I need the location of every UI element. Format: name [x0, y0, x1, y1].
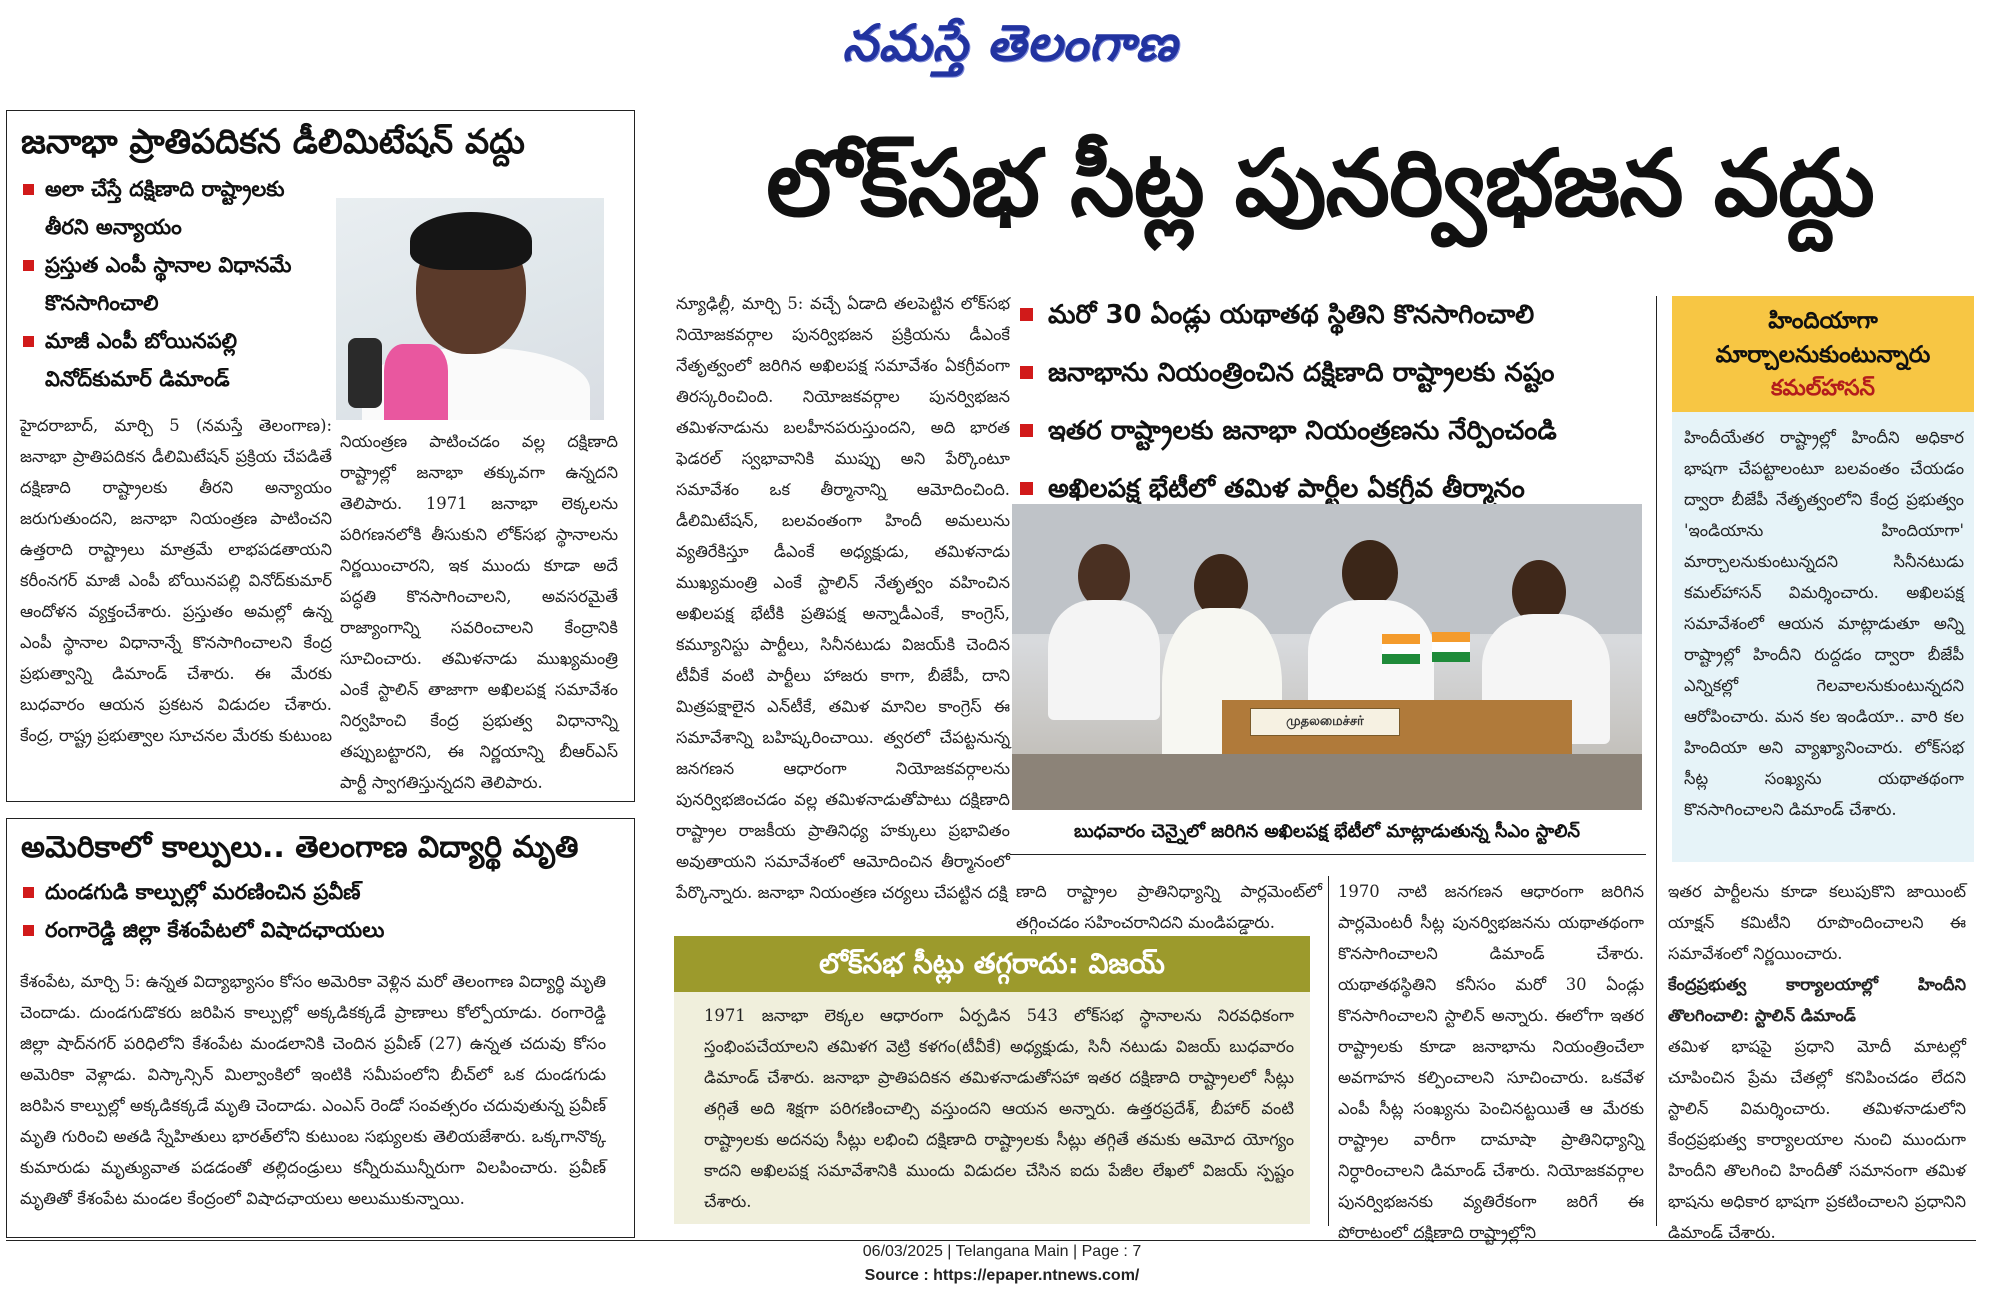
photo-nameplate: முதலமைச்சர்: [1250, 708, 1400, 736]
right-column-body-a: ఇతర పార్టీలను కూడా కలుపుకొని జాయింట్ యాక్షన్ కమిటీని రూపొందించాలని ఈ సమావేశంలో నిర్ణయించారు.: [1668, 882, 1966, 963]
main-story-body-b: ణాది రాష్ట్రాల ప్రాతినిధ్యాన్ని పార్లమెంట్‌లో తగ్గించడం సహించరానిదని మండిపడ్డారు.: [1016, 882, 1322, 932]
microphone-icon: [348, 338, 382, 408]
kamal-headline-line1: హిందియాగా: [1768, 308, 1878, 334]
kamal-body: హిందీయేతర రాష్ట్రాల్లో హిందీని అధికార భాషగా చేపట్టాలంటూ బలవంతం చేయడం ద్వారా బీజేపీ నేతృత్వంలోని కేంద్ర ప్రభుత్వం 'ఇండియాను హిందియాగా' మార్చాలనుకుంటున్నదని సినీనటుడు కమల్‌హాసన్ విమర్శించారు. అఖిలపక్ష సమావేశంలో ఆయన మాట్లాడుతూ అన్ని రాష్ట్రాల్లో హిందీని రుద్దడం ద్వారా బీజేపీ ఎన్నికల్లో గెలవాలనుకుంటున్నదని ఆరోపించారు. మన కల ఇండియా.. వారి కల హిందియా అని వ్యాఖ్యానించారు. లోక్‌సభ సీట్ల సంఖ్యను యథాతథంగా కొనసాగించాలని డిమాండ్ చేశారు.: [1684, 428, 1964, 819]
bullet-item: మరో 30 ఏండ్లు యథాతథ స్థితిని కొనసాగించాలి: [1010, 286, 1650, 344]
masthead: [780, 8, 1240, 90]
left-story-body-b: నియంత్రణ పాటించడం వల్ల దక్షిణాది రాష్ట్రాల్లో జనాభా తక్కువగా ఉన్నదని తెలిపారు. 1971 జనాభా లెక్కలను పరిగణనలోకి తీసుకుని లోక్‌సభ స్థానాలను నిర్ణయించారని, ఇక ముందు కూడా అదే పద్ధతి కొనసాగించాలని, అవసరమైతే రాజ్యాంగాన్ని సవరించాలని కేంద్రానికి సూచించారు. తమిళనాడు ముఖ్యమంత్రి ఎంకే స్టాలిన్ తాజాగా అఖిలపక్ష సమావేశం నిర్వహించి కేంద్ర ప్రభుత్వ విధానాన్ని తప్పుబట్టారని, ఈ నిర్ణయాన్ని బీఆర్‌ఎస్ పార్టీ స్వాగతిస్తున్నదని తెలిపారు.: [340, 432, 618, 792]
page-footer: [700, 1240, 1304, 1288]
main-story-body-a: న్యూఢిల్లీ, మార్చి 5: వచ్చే ఏడాది తలపెట్టిన లోక్‌సభ నియోజకవర్గాల పునర్విభజన ప్రక్రియను డీఎంకే నేతృత్వంలో జరిగిన అఖిలపక్ష సమావేశం ఏకగ్రీవంగా తిరస్కరించింది. నియోజకవర్గాల పునర్విభజన తమిళనాడును బలహీనపరుస్తుందని, అది భారత ఫెడరల్ స్వభావానికి ముప్పు అని పేర్కొంటూ సమావేశం ఒక తీర్మానాన్ని ఆమోదించింది. డీలిమిటేషన్, బలవంతంగా హిందీ అమలును వ్యతిరేకిస్తూ డీఎంకే అధ్యక్షుడు, తమిళనాడు ముఖ్యమంత్రి ఎంకే స్టాలిన్ నేతృత్వం వహించిన అఖిలపక్ష భేటీకి ప్రతిపక్ష అన్నాడీఎంకే, కాంగ్రెస్, కమ్యూనిస్టు పార్టీలు, సినీనటుడు విజయ్‌కి చెందిన టీవీకే వంటి పార్టీలు హాజరు కాగా, బీజేపీ, దాని మిత్రపక్షాలైన ఎన్‌టీకే, తమిళ మానిల కాంగ్రెస్ ఈ సమావేశాన్ని బహిష్కరించాయి. త్వరలో చేపట్టనున్న జనగణన ఆధారంగా నియోజకవర్గాలను పునర్విభజించడం వల్ల తమిళనాడుతోపాటు దక్షిణాది రాష్ట్రాల రాజకీయ ప్రాతినిధ్య హక్కులు ప్రభావితం అవుతాయని సమావేశంలో ఆమోదించిన తీర్మానంలో పేర్కొన్నారు. జనాభా నియంత్రణ చర్యలు చేపట్టిన దక్షి: [676, 294, 1010, 902]
divider: [1656, 296, 1657, 1226]
bullet-item: అఖిలపక్ష భేటీలో తమిళ పార్టీల ఏకగ్రీవ తీర్మానం: [1010, 460, 1650, 518]
vijay-headline: లోక్‌సభ సీట్లు తగ్గరాదు: విజయ్: [674, 936, 1310, 992]
right-column-body-b: తమిళ భాషపై ప్రధాని మోదీ మాటల్లో చూపించిన ప్రేమ చేతల్లో కనిపించడం లేదని స్టాలిన్ విమర్శించారు. తమిళనాడులోని కేంద్రప్రభుత్వ కార్యాలయాల నుంచి ముందుగా హిందీని తొలగించి హిందీతో సమానంగా తమిళ భాషను అధికార భాషగా ప్రకటించాలని ప్రధానిని డిమాండ్ చేశారు.: [1668, 1037, 1966, 1242]
main-story-body-c: 1970 నాటి జనగణన ఆధారంగా జరిగిన పార్లమెంటరీ సీట్ల పునర్విభజనను యథాతథంగా కొనసాగించాలని డిమాండ్ చేశారు. యథాతథస్థితిని కనీసం మరో 30 ఏండ్లు కొనసాగించాలని స్టాలిన్ అన్నారు. ఈలోగా ఇతర రాష్ట్రాలకు కూడా జనాభాను నియంత్రించేలా అవగాహన కల్పించాలని సూచించారు. ఒకవేళ ఎంపీ సీట్ల సంఖ్యను పెంచినట్టయితే ఆ మేరకు రాష్ట్రాల వారీగా దామాషా ప్రాతినిధ్యాన్ని నిర్ధారించాలని డిమాండ్ చేశారు. నియోజకవర్గాల పునర్విభజనకు వ్యతిరేకంగా జరిగే ఈ పోరాటంలో దక్షిణాది రాష్ట్రాల్లోని: [1338, 882, 1644, 1242]
photo-person-1-body: [1048, 600, 1160, 720]
divider: [1010, 854, 1646, 855]
photo-person-3-head: [1342, 540, 1398, 606]
left-story-bullets: [7, 170, 327, 398]
main-headline: [660, 110, 1980, 280]
photo-scarf: [384, 344, 448, 420]
kamal-headline-line2: మార్చాలనుకుంటున్నారు: [1715, 342, 1931, 368]
kamal-sidebar: [1672, 296, 1974, 862]
bullet-item: అలా చేస్తే దక్షిణాది రాష్ట్రాలకు తీరని అన్యాయం: [21, 170, 313, 246]
bullet-item: ప్రస్తుత ఎంపీ స్థానాల విధానమే కొనసాగించాలి: [21, 246, 313, 322]
footer-source-link[interactable]: Source : https://epaper.ntnews.com/: [864, 1267, 1140, 1284]
photo-figure-hair: [410, 212, 532, 270]
bullet-item: ఇతర రాష్ట్రాలకు జనాభా నియంత్రణను నేర్పించండి: [1010, 402, 1650, 460]
footer-date-line: 06/03/2025 | Telangana Main | Page : 7: [862, 1243, 1142, 1260]
flag-icon: [1432, 632, 1470, 662]
vijay-sidebar: [674, 936, 1310, 1224]
photo-caption: బుధవారం చెన్నైలో జరిగిన అఖిలపక్ష భేటీలో మాట్లాడుతున్న సీఎం స్టాలిన్: [1073, 821, 1581, 842]
divider: [1328, 876, 1329, 1226]
left-story2-bullets: [7, 873, 634, 949]
bullet-item: జనాభాను నియంత్రించిన దక్షిణాది రాష్ట్రాలకు నష్టం: [1010, 344, 1650, 402]
stalin-meeting-photo: [1012, 504, 1642, 810]
right-column-text: [1668, 876, 1966, 1248]
left-story-body-a: హైదరాబాద్, మార్చి 5 (నమస్తే తెలంగాణ): జనాభా ప్రాతిపదికన డీలిమిటేషన్ ప్రక్రియ చేపడితే దక్షిణాది రాష్ట్రాలకు తీరని అన్యాయం జరుగుతుందని, జనాభా నియంత్రణ పాటించని ఉత్తరాది రాష్ట్రాలు మాత్రమే లాభపడతాయని కరీంనగర్ మాజీ ఎంపీ బోయినపల్లి వినోద్‌కుమార్ ఆందోళన వ్యక్తంచేశారు. ప్రస్తుతం అమల్లో ఉన్న ఎంపీ స్థానాల విధానాన్నే కొనసాగించాలని కేంద్ర ప్రభుత్వాన్ని డిమాండ్ చేశారు. ఈ మేరకు బుధవారం ఆయన ప్రకటన విడుదల చేశారు. కేంద్ర, రాష్ట్ర ప్రభుత్వాల సూచనల మేరకు కుటుంబ: [20, 416, 333, 745]
kamal-headline: [1672, 296, 1974, 412]
main-story-bullets: [1010, 286, 1650, 518]
main-headline-text: లోక్‌సభ సీట్ల పునర్విభజన వద్దు: [766, 130, 1874, 237]
photo-person-1-head: [1078, 544, 1130, 608]
bullet-item: రంగారెడ్డి జిల్లా కేశంపేటలో విషాదఛాయలు: [21, 911, 620, 949]
masthead-title: నమస్తే తెలంగాణ: [842, 13, 1178, 72]
photo-floor: [1012, 754, 1642, 810]
left-story2-body: కేశంపేట, మార్చి 5: ఉన్నత విద్యాభ్యాసం కోసం అమెరికా వెళ్లిన మరో తెలంగాణ విద్యార్థి మృతి చెందాడు. దుండగుడొకరు జరిపిన కాల్పుల్లో అక్కడికక్కడే ప్రాణాలు కోల్పోయాడు. రంగారెడ్డి జిల్లా షాద్‌నగర్ పరిధిలోని కేశంపేట మండలానికి చెందిన ప్రవీణ్ (27) ఉన్నత చదువు కోసం అమెరికా వెళ్లాడు. విస్కాన్సిన్ మిల్వాంకిలో ఇంటికి సమీపంలోని బీచ్‌లో ఒక దుండగుడు జరిపిన కాల్పుల్లో అక్కడికక్కడే మృతి చెందాడు. ఎంఎస్ రెండో సంవత్సరం చదువుతున్న ప్రవీణ్ మృతి గురించి అతడి స్నేహితులు భారత్‌లోని కుటుంబ సభ్యులకు తెలియజేశారు. ఒక్కగానొక్క కుమారుడు మృత్యువాత పడడంతో తల్లిదండ్రులు కన్నీరుమున్నీరుగా విలపించారు. ప్రవీణ్ మృతితో కేశంపేట మండల కేంద్రంలో విషాదఛాయలు అలుముకున్నాయి.: [20, 972, 606, 1208]
right-column-subhead: కేంద్రప్రభుత్వ కార్యాలయాల్లో హిందీని తొలగించాలి: స్టాలిన్ డిమాండ్: [1668, 975, 1966, 1025]
flag-icon: [1382, 634, 1420, 664]
bullet-item: దుండగుడి కాల్పుల్లో మరణించిన ప్రవీణ్: [21, 873, 620, 911]
left-story-headline: జనాభా ప్రాతిపదికన డీలిమిటేషన్ వద్దు: [21, 122, 525, 162]
vijay-body: 1971 జనాభా లెక్కల ఆధారంగా ఏర్పడిన 543 లోక్‌సభ స్థానాలను నిరవధికంగా స్తంభింపచేయాలని తమిళగ వెట్రి కళగం(టీవీకే) అధ్యక్షుడు, సినీ నటుడు విజయ్ బుధవారం డిమాండ్ చేశారు. జనాభా ప్రాతిపదికన తమిళనాడుతోసహా ఇతర దక్షిణాది రాష్ట్రాలలో సీట్లు తగ్గితే అది శిక్షగా పరిగణించాల్సి వస్తుందని ఆయన అన్నారు. ఉత్తరప్రదేశ్, బీహార్ వంటి రాష్ట్రాలకు అదనపు సీట్లు లభించి దక్షిణాది రాష్ట్రాలకు సీట్లు తగ్గితే తమకు ఆమోద యోగ్యం కాదని అఖిలపక్ష సమావేశానికి ముందు విడుదల చేసిన ఐదు పేజీల లేఖలో విజయ్ స్పష్టం చేశారు.: [704, 1006, 1294, 1211]
vinod-kumar-photo: [336, 198, 604, 420]
bullet-item: మాజీ ఎంపీ బోయినపల్లి వినోద్‌కుమార్ డిమాండ్: [21, 322, 313, 398]
left-story2-headline: అమెరికాలో కాల్పులు.. తెలంగాణ విద్యార్థి మృతి: [21, 830, 579, 865]
kamal-byline: కమల్‌హాసన్: [1771, 376, 1875, 401]
